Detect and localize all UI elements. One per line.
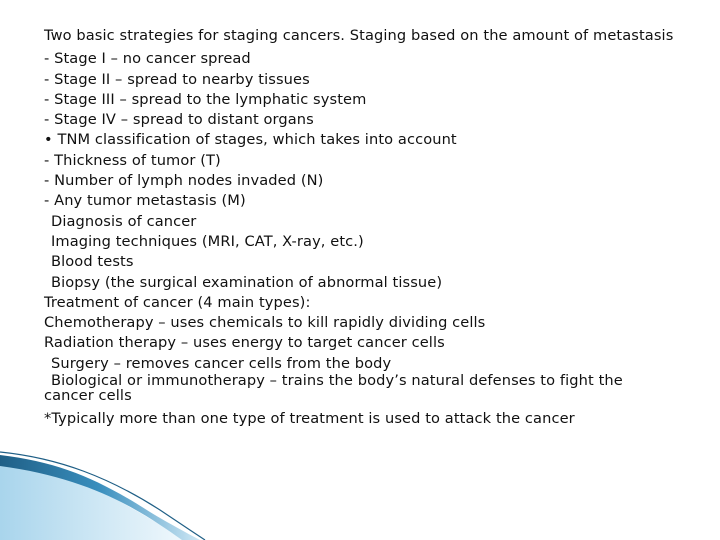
- treatment-footnote: *Typically more than one type of treatment is used to attack the cancer: [44, 409, 575, 427]
- diagnosis-heading: Diagnosis of cancer: [51, 212, 197, 230]
- treatment-surgery-item: Surgery – removes cancer cells from the body: [51, 354, 392, 372]
- diagnosis-imaging-item: Imaging techniques (MRI, CAT, X-ray, etc.): [51, 232, 364, 250]
- stage-2-item: - Stage II – spread to nearby tissues: [44, 70, 310, 88]
- slide-body-text: [44, 29, 674, 429]
- diagnosis-biopsy-item: Biopsy (the surgical examination of abnormal tissue): [51, 273, 443, 291]
- diagnosis-blood-tests-item: Blood tests: [51, 253, 134, 271]
- treatment-chemotherapy-item: Chemotherapy – uses chemicals to kill rapidly dividing cells: [44, 314, 486, 332]
- treatment-radiation-item: Radiation therapy – uses energy to target cancer cells: [44, 334, 445, 352]
- tnm-metastasis-item: - Any tumor metastasis (M): [44, 192, 246, 210]
- intro-staging-strategies: Two basic strategies for staging cancers. Staging based on the amount of metastasis: [44, 27, 674, 44]
- stage-1-item: - Stage I – no cancer spread: [44, 50, 251, 68]
- stage-3-item: - Stage III – spread to the lymphatic system: [44, 90, 367, 108]
- tnm-thickness-item: - Thickness of tumor (T): [44, 151, 221, 169]
- treatment-heading: Treatment of cancer (4 main types):: [44, 293, 311, 311]
- tnm-classification-bullet: • TNM classification of stages, which takes into account: [44, 131, 457, 149]
- stage-4-item: - Stage IV – spread to distant organs: [44, 111, 314, 129]
- tnm-lymph-nodes-item: - Number of lymph nodes invaded (N): [44, 172, 324, 190]
- treatment-immunotherapy-item: Biological or immunotherapy – trains the body’s natural defenses to fight the cancer cells: [44, 372, 623, 404]
